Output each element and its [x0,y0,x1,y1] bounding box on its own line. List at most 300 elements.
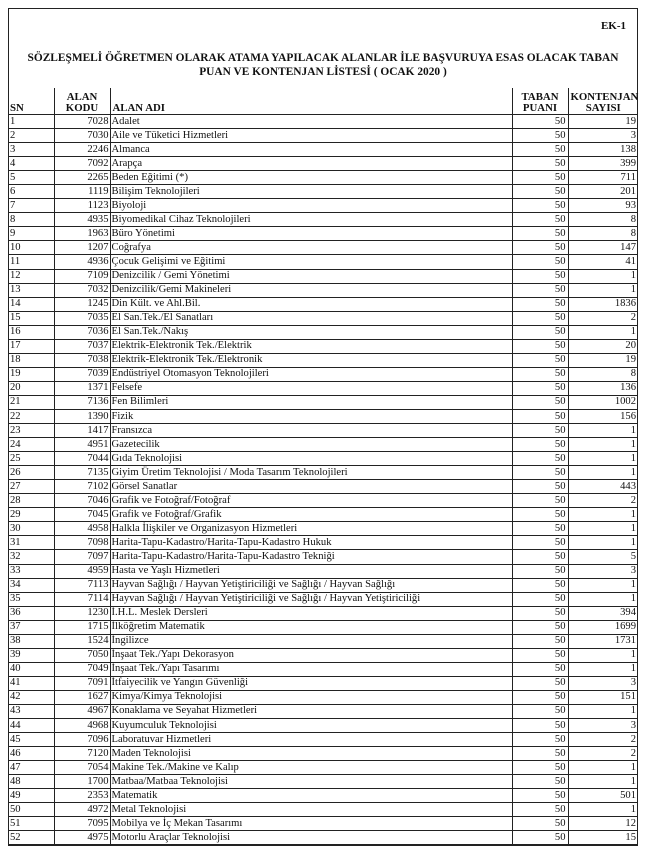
table-row [8,592,638,606]
cell-code: 7045 [54,508,110,522]
cell-sn: 44 [8,719,54,733]
cell-taban: 50 [512,831,568,845]
table-row [8,789,638,803]
table-row [8,466,638,480]
cell-kontenjan: 1836 [568,297,638,311]
cell-name: Motorlu Araçlar Teknolojisi [110,831,512,845]
cell-code: 7091 [54,676,110,690]
cell-code: 1390 [54,409,110,423]
cell-taban: 50 [512,129,568,143]
cell-code: 7044 [54,452,110,466]
cell-name: Adalet [110,115,512,129]
cell-taban: 50 [512,409,568,423]
table-row [8,536,638,550]
table-row [8,494,638,508]
cell-name: Grafik ve Fotoğraf/Grafik [110,508,512,522]
table-row [8,115,638,129]
cell-taban: 50 [512,269,568,283]
cell-kontenjan: 136 [568,381,638,395]
table-row [8,339,638,353]
cell-name: Elektrik-Elektronik Tek./Elektrik [110,339,512,353]
table-row [8,775,638,789]
table-row [8,606,638,620]
cell-sn: 27 [8,480,54,494]
cell-sn: 46 [8,747,54,761]
cell-kontenjan: 399 [568,157,638,171]
cell-sn: 39 [8,648,54,662]
cell-sn: 20 [8,381,54,395]
cell-taban: 50 [512,494,568,508]
cell-name: Biyoloji [110,199,512,213]
cell-code: 2265 [54,171,110,185]
table-row [8,761,638,775]
cell-taban: 50 [512,157,568,171]
cell-taban: 50 [512,227,568,241]
cell-code: 7039 [54,367,110,381]
cell-kontenjan: 1 [568,508,638,522]
table-body [8,115,638,845]
cell-taban: 50 [512,676,568,690]
cell-sn: 6 [8,185,54,199]
cell-taban: 50 [512,803,568,817]
cell-sn: 2 [8,129,54,143]
cell-taban: 50 [512,339,568,353]
cell-kontenjan: 1 [568,452,638,466]
cell-taban: 50 [512,648,568,662]
cell-code: 1417 [54,424,110,438]
cell-taban: 50 [512,255,568,269]
table-row [8,283,638,297]
annex-label: EK-1 [600,20,626,32]
cell-kontenjan: 443 [568,480,638,494]
cell-sn: 22 [8,409,54,423]
table-row [8,508,638,522]
cell-name: İlköğretim Matematik [110,620,512,634]
cell-sn: 23 [8,424,54,438]
cell-code: 4959 [54,564,110,578]
cell-sn: 47 [8,761,54,775]
cell-code: 1119 [54,185,110,199]
cell-taban: 50 [512,171,568,185]
cell-name: Matbaa/Matbaa Teknolojisi [110,775,512,789]
cell-taban: 50 [512,367,568,381]
cell-sn: 33 [8,564,54,578]
cell-kontenjan: 151 [568,690,638,704]
cell-sn: 52 [8,831,54,845]
cell-kontenjan: 147 [568,241,638,255]
cell-code: 7095 [54,817,110,831]
cell-name: Matematik [110,789,512,803]
cell-sn: 35 [8,592,54,606]
cell-kontenjan: 8 [568,367,638,381]
cell-sn: 11 [8,255,54,269]
cell-code: 7098 [54,536,110,550]
table-row [8,690,638,704]
cell-code: 7136 [54,395,110,409]
cell-taban: 50 [512,704,568,718]
cell-sn: 13 [8,283,54,297]
cell-name: Harita-Tapu-Kadastro/Harita-Tapu-Kadastro Tekniği [110,550,512,564]
cell-code: 7046 [54,494,110,508]
cell-name: Hayvan Sağlığı / Hayvan Yetiştiriciliği ve Sağlığı / Hayvan Sağlığı [110,578,512,592]
cell-taban: 50 [512,634,568,648]
cell-name: Aile ve Tüketici Hizmetleri [110,129,512,143]
cell-code: 1627 [54,690,110,704]
cell-name: Gazetecilik [110,438,512,452]
table-row [8,325,638,339]
cell-code: 2353 [54,789,110,803]
cell-code: 7032 [54,283,110,297]
cell-name: Fransızca [110,424,512,438]
cell-code: 4967 [54,704,110,718]
cell-kontenjan: 1 [568,704,638,718]
table-row [8,803,638,817]
cell-sn: 7 [8,199,54,213]
table-row [8,185,638,199]
cell-kontenjan: 1002 [568,395,638,409]
cell-name: İtfaiyecilik ve Yangın Güvenliği [110,676,512,690]
cell-name: Metal Teknolojisi [110,803,512,817]
table-row [8,409,638,423]
cell-code: 7054 [54,761,110,775]
cell-code: 1715 [54,620,110,634]
cell-sn: 42 [8,690,54,704]
table-row [8,311,638,325]
cell-kontenjan: 1 [568,283,638,297]
cell-taban: 50 [512,199,568,213]
cell-name: Giyim Üretim Teknolojisi / Moda Tasarım Teknolojileri [110,466,512,480]
cell-taban: 50 [512,620,568,634]
cell-taban: 50 [512,817,568,831]
cell-sn: 28 [8,494,54,508]
cell-name: Elektrik-Elektronik Tek./Elektronik [110,353,512,367]
table-row [8,438,638,452]
cell-taban: 50 [512,761,568,775]
table-row [8,353,638,367]
cell-kontenjan: 1 [568,775,638,789]
cell-taban: 50 [512,480,568,494]
cell-taban: 50 [512,592,568,606]
cell-kontenjan: 1 [568,578,638,592]
cell-code: 7109 [54,269,110,283]
cell-code: 1524 [54,634,110,648]
cell-name: Fen Bilimleri [110,395,512,409]
cell-code: 7036 [54,325,110,339]
cell-sn: 37 [8,620,54,634]
cell-code: 7135 [54,466,110,480]
cell-code: 7097 [54,550,110,564]
cell-code: 4968 [54,719,110,733]
cell-sn: 45 [8,733,54,747]
cell-sn: 29 [8,508,54,522]
cell-code: 7092 [54,157,110,171]
cell-kontenjan: 501 [568,789,638,803]
cell-taban: 50 [512,662,568,676]
table-row [8,676,638,690]
table-row [8,704,638,718]
cell-kontenjan: 1 [568,592,638,606]
cell-taban: 50 [512,747,568,761]
cell-taban: 50 [512,438,568,452]
cell-kontenjan: 5 [568,550,638,564]
table-header [8,88,638,115]
cell-kontenjan: 1 [568,466,638,480]
cell-sn: 24 [8,438,54,452]
cell-code: 7049 [54,662,110,676]
cell-kontenjan: 1699 [568,620,638,634]
cell-name: Fizik [110,409,512,423]
table-row [8,171,638,185]
cell-kontenjan: 1 [568,803,638,817]
cell-kontenjan: 1 [568,648,638,662]
cell-sn: 8 [8,213,54,227]
table-row [8,241,638,255]
cell-name: İngilizce [110,634,512,648]
cell-sn: 50 [8,803,54,817]
cell-name: Kimya/Kimya Teknolojisi [110,690,512,704]
cell-kontenjan: 3 [568,719,638,733]
cell-kontenjan: 15 [568,831,638,845]
cell-name: Biyomedikal Cihaz Teknolojileri [110,213,512,227]
cell-sn: 34 [8,578,54,592]
table-row [8,367,638,381]
table-row [8,199,638,213]
document-page [8,8,638,846]
cell-name: Din Kült. ve Ahl.Bil. [110,297,512,311]
table-row [8,480,638,494]
table-row [8,255,638,269]
cell-sn: 30 [8,522,54,536]
cell-kontenjan: 19 [568,353,638,367]
cell-kontenjan: 19 [568,115,638,129]
cell-kontenjan: 394 [568,606,638,620]
cell-sn: 12 [8,269,54,283]
table-row [8,719,638,733]
cell-name: Grafik ve Fotoğraf/Fotoğraf [110,494,512,508]
cell-taban: 50 [512,719,568,733]
cell-taban: 50 [512,297,568,311]
cell-sn: 26 [8,466,54,480]
table-row [8,564,638,578]
cell-name: Görsel Sanatlar [110,480,512,494]
cell-code: 1207 [54,241,110,255]
cell-taban: 50 [512,775,568,789]
table-row [8,297,638,311]
cell-kontenjan: 1 [568,424,638,438]
cell-sn: 1 [8,115,54,129]
cell-kontenjan: 2 [568,494,638,508]
cell-taban: 50 [512,578,568,592]
cell-code: 4936 [54,255,110,269]
cell-taban: 50 [512,452,568,466]
cell-name: Gıda Teknolojisi [110,452,512,466]
table-row [8,747,638,761]
cell-taban: 50 [512,789,568,803]
cell-name: İnşaat Tek./Yapı Dekorasyon [110,648,512,662]
cell-kontenjan: 41 [568,255,638,269]
cell-code: 1371 [54,381,110,395]
cell-code: 4975 [54,831,110,845]
cell-name: Coğrafya [110,241,512,255]
cell-kontenjan: 1 [568,325,638,339]
title-line-2: PUAN VE KONTENJAN LİSTESİ ( OCAK 2020 ) [199,66,447,78]
table-row [8,662,638,676]
cell-kontenjan: 1 [568,536,638,550]
cell-name: Mobilya ve İç Mekan Tasarımı [110,817,512,831]
cell-sn: 21 [8,395,54,409]
cell-taban: 50 [512,508,568,522]
quota-table [8,88,638,845]
cell-code: 1230 [54,606,110,620]
cell-kontenjan: 3 [568,564,638,578]
cell-taban: 50 [512,185,568,199]
cell-sn: 43 [8,704,54,718]
cell-name: El San.Tek./Nakış [110,325,512,339]
cell-name: Hayvan Sağlığı / Hayvan Yetiştiriciliği ve Sağlığı / Hayvan Yetiştiriciliği [110,592,512,606]
cell-sn: 38 [8,634,54,648]
table-row [8,634,638,648]
table-row [8,381,638,395]
cell-name: Laboratuvar Hizmetleri [110,733,512,747]
cell-code: 7096 [54,733,110,747]
header-sn: SN [8,88,54,115]
cell-name: Felsefe [110,381,512,395]
cell-sn: 19 [8,367,54,381]
table-row [8,648,638,662]
cell-name: Halkla İlişkiler ve Organizasyon Hizmetleri [110,522,512,536]
cell-kontenjan: 156 [568,409,638,423]
cell-kontenjan: 1731 [568,634,638,648]
document-title [8,51,638,79]
header-name: ALAN ADI [110,88,512,115]
cell-code: 1245 [54,297,110,311]
cell-sn: 15 [8,311,54,325]
cell-sn: 48 [8,775,54,789]
cell-kontenjan: 20 [568,339,638,353]
cell-taban: 50 [512,536,568,550]
cell-code: 7114 [54,592,110,606]
cell-name: İnşaat Tek./Yapı Tasarımı [110,662,512,676]
cell-taban: 50 [512,564,568,578]
table-row [8,831,638,845]
cell-code: 4951 [54,438,110,452]
cell-sn: 25 [8,452,54,466]
cell-name: Harita-Tapu-Kadastro/Harita-Tapu-Kadastro Hukuk [110,536,512,550]
cell-kontenjan: 138 [568,143,638,157]
table-row [8,143,638,157]
cell-name: Kuyumculuk Teknolojisi [110,719,512,733]
cell-name: Denizcilik/Gemi Makineleri [110,283,512,297]
cell-name: Hasta ve Yaşlı Hizmetleri [110,564,512,578]
table-row [8,213,638,227]
cell-name: Beden Eğitimi (*) [110,171,512,185]
cell-name: Çocuk Gelişimi ve Eğitimi [110,255,512,269]
cell-taban: 50 [512,733,568,747]
cell-taban: 50 [512,690,568,704]
table-row [8,395,638,409]
cell-kontenjan: 8 [568,227,638,241]
table-row [8,522,638,536]
cell-name: Makine Tek./Makine ve Kalıp [110,761,512,775]
cell-name: Almanca [110,143,512,157]
cell-sn: 9 [8,227,54,241]
cell-sn: 49 [8,789,54,803]
cell-kontenjan: 1 [568,438,638,452]
cell-code: 7120 [54,747,110,761]
cell-code: 7030 [54,129,110,143]
cell-code: 2246 [54,143,110,157]
table-row [8,129,638,143]
cell-code: 7035 [54,311,110,325]
header-taban: TABAN PUANI [512,88,568,115]
cell-kontenjan: 8 [568,213,638,227]
cell-sn: 18 [8,353,54,367]
cell-taban: 50 [512,381,568,395]
cell-sn: 36 [8,606,54,620]
cell-sn: 32 [8,550,54,564]
cell-kontenjan: 93 [568,199,638,213]
cell-name: İ.H.L. Meslek Dersleri [110,606,512,620]
cell-code: 7050 [54,648,110,662]
cell-sn: 41 [8,676,54,690]
cell-kontenjan: 2 [568,733,638,747]
cell-sn: 5 [8,171,54,185]
cell-code: 7028 [54,115,110,129]
cell-taban: 50 [512,311,568,325]
cell-kontenjan: 3 [568,676,638,690]
cell-taban: 50 [512,143,568,157]
header-code: ALAN KODU [54,88,110,115]
cell-taban: 50 [512,395,568,409]
cell-taban: 50 [512,115,568,129]
table-row [8,157,638,171]
cell-name: Büro Yönetimi [110,227,512,241]
cell-name: Denizcilik / Gemi Yönetimi [110,269,512,283]
cell-taban: 50 [512,213,568,227]
cell-sn: 10 [8,241,54,255]
cell-sn: 17 [8,339,54,353]
cell-sn: 4 [8,157,54,171]
cell-name: Bilişim Teknolojileri [110,185,512,199]
cell-code: 7037 [54,339,110,353]
table-row [8,817,638,831]
cell-kontenjan: 201 [568,185,638,199]
title-line-1: SÖZLEŞMELİ ÖĞRETMEN OLARAK ATAMA YAPILACAK ALANLAR İLE BAŞVURUYA ESAS OLACAK TABAN [27,52,619,64]
cell-sn: 16 [8,325,54,339]
cell-kontenjan: 12 [568,817,638,831]
cell-sn: 51 [8,817,54,831]
cell-taban: 50 [512,353,568,367]
cell-sn: 31 [8,536,54,550]
cell-kontenjan: 2 [568,747,638,761]
table-row [8,620,638,634]
cell-kontenjan: 1 [568,662,638,676]
table-row [8,452,638,466]
cell-taban: 50 [512,466,568,480]
cell-name: Endüstriyel Otomasyon Teknolojileri [110,367,512,381]
table-row [8,424,638,438]
table-row [8,550,638,564]
cell-sn: 40 [8,662,54,676]
table-row [8,578,638,592]
cell-code: 7038 [54,353,110,367]
cell-kontenjan: 1 [568,761,638,775]
cell-code: 4935 [54,213,110,227]
cell-code: 1700 [54,775,110,789]
cell-kontenjan: 711 [568,171,638,185]
cell-code: 1123 [54,199,110,213]
cell-taban: 50 [512,522,568,536]
